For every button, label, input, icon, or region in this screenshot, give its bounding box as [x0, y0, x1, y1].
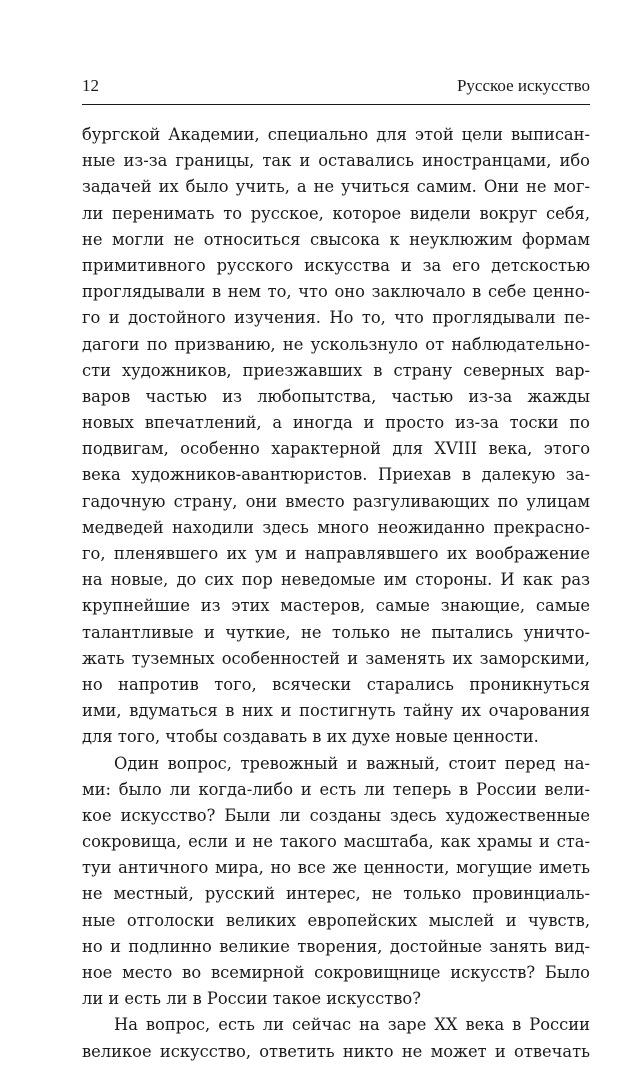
text-line: не могли не относиться свысока к неуклюжим формам: [82, 229, 590, 249]
page-header: [82, 76, 590, 98]
running-title: Русское искусство: [456, 76, 590, 95]
text-line: медведей находили здесь много неожиданно прекрасно-: [82, 517, 590, 537]
text-line: сти художников, приезжавших в страну северных вар-: [82, 360, 590, 380]
text-line: жать туземных особенностей и заменять их заморскими,: [82, 648, 590, 668]
page-number: 12: [82, 76, 99, 95]
text-line: туи античного мира, но все же ценности, могущие иметь: [82, 858, 590, 878]
text-line: задачей их было учить, а не учиться самим. Они не мог-: [82, 177, 590, 197]
text-line: века художников-авантюристов. Приехав в далекую за-: [82, 465, 590, 485]
text-line: кое искусство? Были ли созданы здесь художественные: [82, 805, 590, 825]
text-line: Один вопрос, тревожный и важный, стоит перед на-: [114, 753, 590, 773]
text-line: ные из-за границы, так и оставались иностранцами, ибо: [82, 151, 590, 171]
body-text: [82, 122, 590, 1065]
text-line: для того, чтобы создавать в их духе новые ценности.: [82, 727, 539, 747]
text-line: новых впечатлений, а иногда и просто из-за тоски по: [82, 413, 590, 433]
text-line: гадочную страну, они вместо разгуливающих по улицам: [82, 491, 590, 511]
text-line: ли перенимать то русское, которое видели вокруг себя,: [82, 203, 590, 223]
text-line: ные отголоски великих европейских мыслей и чувств,: [82, 910, 590, 930]
text-line: ми: было ли когда-либо и есть ли теперь в России вели-: [82, 779, 590, 799]
text-line: но напротив того, всячески старались проникнуться: [82, 674, 590, 694]
text-line: бургской Академии, специально для этой цели выписан-: [82, 125, 590, 144]
text-line: проглядывали в нем то, что оно заключало в себе ценно-: [82, 282, 590, 302]
text-line: дагоги по призванию, не ускользнуло от наблюдательно-: [82, 334, 590, 354]
text-line: ное место во всемирной сокровищнице искусств? Было: [82, 963, 590, 982]
text-line: го и достойного изучения. Но то, что проглядывали пе-: [82, 308, 590, 328]
text-line: ими, вдуматься в них и постигнуть тайну их очарования: [82, 701, 590, 721]
text-line: На вопрос, есть ли сейчас на заре XX века в России: [114, 1015, 590, 1035]
text-line: го, пленявшего их ум и направлявшего их воображение: [82, 544, 590, 563]
text-line: но и подлинно великие творения, достойные занять вид-: [82, 936, 590, 956]
text-line: не местный, русский интерес, не только провинциаль-: [82, 884, 590, 904]
header-divider: [82, 104, 590, 105]
text-line: подвигам, особенно характерной для XVIII века, этого: [82, 439, 590, 459]
text-line: великое искусство, ответить никто не может и отвечать: [82, 1041, 590, 1061]
text-line: примитивного русского искусства и за его детскостью: [82, 255, 590, 275]
text-line: на новые, до сих пор неведомые им стороны. И как раз: [82, 570, 590, 590]
text-line: ли и есть ли в России такое искусство?: [82, 989, 421, 1009]
text-line: варов частью из любопытства, частью из-за жажды: [82, 386, 590, 406]
text-line: крупнейшие из этих мастеров, самые знающие, самые: [82, 596, 590, 616]
text-line: сокровища, если и не такого масштаба, как храмы и ста-: [82, 832, 590, 852]
text-line: талантливые и чуткие, не только не пытались уничто-: [82, 622, 590, 642]
